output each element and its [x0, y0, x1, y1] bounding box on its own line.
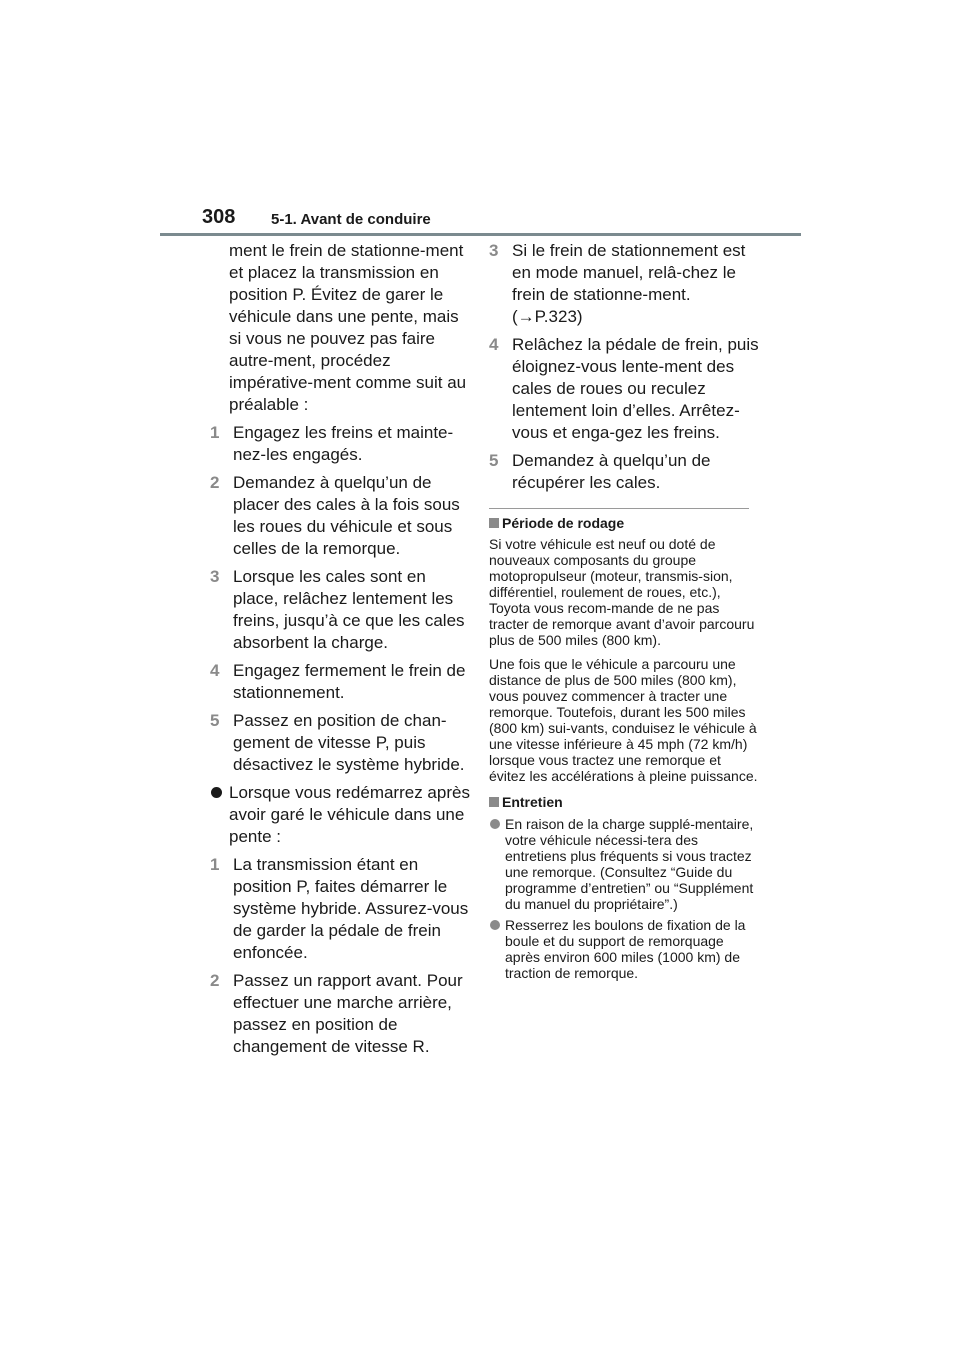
page-header [160, 206, 801, 236]
step-item: 2 Passez un rapport avant. Pour effectuer une marche arrière, passez en position de changement de vitesse R. [210, 971, 463, 1056]
note-bullet: Resserrez les boulons de fixation de la boule et du support de remorquage après environ 600 miles (1000 km) de traction de remorque. [489, 917, 759, 981]
square-marker-icon [489, 518, 499, 528]
step-item: 2 Demandez à quelqu’un de placer des cales à la fois sous les roues du véhicule et sous celles de la remorque. [210, 473, 460, 558]
header-rule [160, 233, 801, 236]
step-item: 3 Lorsque les cales sont en place, relâchez lentement les freins, jusqu’à ce que les cales absorbent la charge. [210, 567, 465, 652]
right-column [489, 240, 759, 981]
left-column [210, 240, 472, 1058]
bullet-dot-icon [211, 787, 222, 798]
note-paragraph: Si votre véhicule est neuf ou doté de nouveaux composants du groupe motopropulseur (moteur, transmis-sion, différentiel, roulement de roues, etc.), Toyota vous recom-mande de ne pas tracter de remorque avant d’avoir parcouru plus de 500 miles (800 km). [489, 536, 755, 648]
step-item: 4 Engagez fermement le frein de stationnement. [210, 661, 466, 702]
step-item: 3 Si le frein de stationnement est en mode manuel, relâ-chez le frein de stationne-ment. (→P.323) [489, 241, 746, 326]
note-heading: Période de rodage [489, 515, 759, 532]
bullet-dot-icon [490, 920, 500, 930]
step-item: 1 Engagez les freins et mainte-nez-les engagés. [210, 423, 454, 464]
section-divider [489, 508, 749, 509]
bullet-dot-icon [490, 819, 500, 829]
note-paragraph: Une fois que le véhicule a parcouru une distance de plus de 500 miles (800 km), vous pouvez commencer à tracter une remorque. Toutefois, durant les 500 miles (800 km) sui-vants, conduisez le véhicule à une vitesse inférieure à 45 mph (72 km/h) lorsque vous tractez une remorque et évitez les accélérations à pleine puissance. [489, 656, 758, 784]
step-item: 5 Demandez à quelqu’un de récupérer les cales. [489, 451, 711, 492]
bullet-item: Lorsque vous redémarrez après avoir garé le véhicule dans une pente : [210, 782, 472, 848]
section-title: 5-1. Avant de conduire [271, 211, 431, 228]
page-number: 308 [202, 206, 236, 228]
step-item: 5 Passez en position de chan-gement de vitesse P, puis désactivez le système hybride. [210, 711, 465, 774]
square-marker-icon [489, 797, 499, 807]
intro-paragraph: ment le frein de stationne-ment et placez la transmission en position P. Évitez de garer le véhicule dans une pente, mais si vous ne pouvez pas faire autre-ment, procédez impérative-ment comme suit au préalable : [229, 241, 467, 414]
step-item: 4 Relâchez la pédale de frein, puis éloignez-vous lente-ment des cales de roues ou reculez lentement loin d’elles. Arrêtez-vous et enga-gez les freins. [489, 335, 759, 442]
step-item: 1 La transmission étant en position P, faites démarrer le système hybride. Assurez-vous de garder la pédale de frein enfoncée. [210, 855, 469, 962]
note-bullet: En raison de la charge supplé-mentaire, votre véhicule nécessi-tera des entretiens plus fréquents si vous tractez une remorque. (Consultez “Guide du programme d’entretien” ou “Supplément du manuel du propriétaire”.) [489, 816, 759, 912]
note-heading: Entretien [489, 794, 759, 811]
